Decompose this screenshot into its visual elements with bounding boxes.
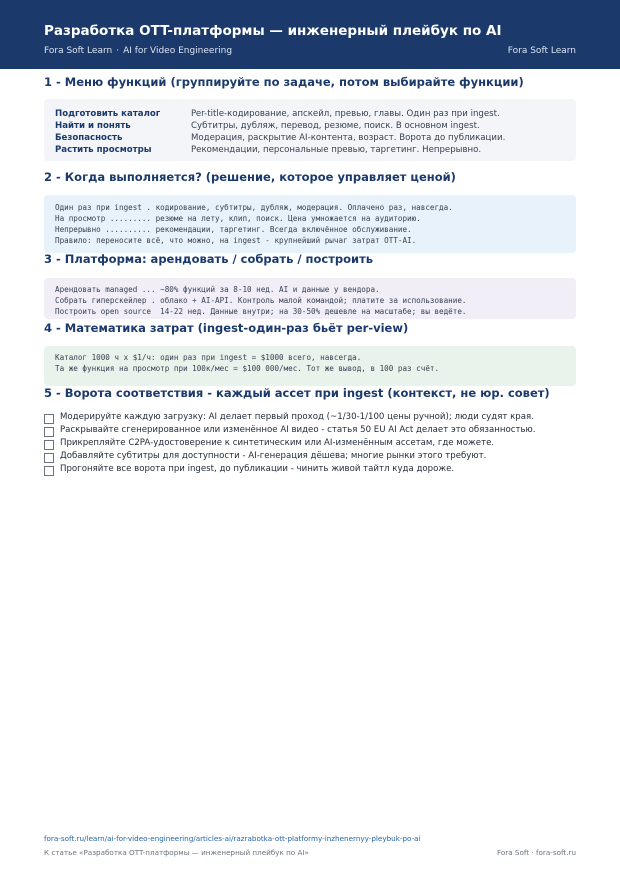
document-title: Разработка OTT-платформы — инженерный плейбук по AI bbox=[44, 23, 502, 39]
feature-key: Безопасность bbox=[55, 133, 123, 143]
section3-heading: 3 - Платформа: арендовать / собрать / построить bbox=[44, 252, 374, 266]
code-line: Один раз при ingest . кодирование, субтитры, дубляж, модерация. Оплачено раз, навсегда. bbox=[55, 203, 453, 212]
code-line: Построить open source 14-22 нед. Данные внутри; на 30-50% дешевле на масштабе; вы ведёте. bbox=[55, 307, 467, 316]
feature-value: Модерация, раскрытие AI-контента, возраст. Ворота до публикации. bbox=[191, 133, 506, 143]
feature-value: Per-title-кодирование, апскейл, превью, главы. Один раз при ingest. bbox=[191, 109, 500, 119]
header-subtitle bbox=[44, 46, 232, 56]
code-line: Арендовать managed ... ~80% функций за 8-10 нед. AI и данные у вендора. bbox=[55, 285, 380, 294]
cost-math-box bbox=[44, 346, 576, 386]
code-line: Собрать гиперскейлер . облако + AI-API. Контроль малой командой; платите за использование. bbox=[55, 296, 467, 305]
feature-value: Субтитры, дубляж, перевод, резюме, поиск. В основном ingest. bbox=[191, 121, 480, 131]
code-line: На просмотр ......... резюме на лету, клип, поиск. Цена умножается на аудиторию. bbox=[55, 214, 421, 223]
checkbox[interactable] bbox=[44, 453, 54, 463]
checklist-text: Прикрепляйте C2PA-удостоверение к синтетическим или AI-изменённым ассетам, где можете. bbox=[60, 438, 495, 448]
code-line: Та же функция на просмотр при 100к/мес = $100 000/мес. Тот же вывод, в 100 раз счёт. bbox=[55, 364, 440, 373]
feature-value: Рекомендации, персональные превью, таргетинг. Непрерывно. bbox=[191, 145, 482, 155]
checklist-text: Прогоняйте все ворота при ingest, до публикации - чинить живой тайтл куда дороже. bbox=[60, 464, 455, 474]
checkbox[interactable] bbox=[44, 466, 54, 476]
timing-box bbox=[44, 195, 576, 253]
code-line: Непрерывно .......... рекомендации, таргетинг. Всегда включённое обслуживание. bbox=[55, 225, 412, 234]
checklist-text: Добавляйте субтитры для доступности - AI-генерация дёшева; многие рынки этого требуют. bbox=[60, 451, 487, 461]
feature-menu-box bbox=[44, 99, 576, 161]
section1-heading: 1 - Меню функций (группируйте по задаче, потом выбирайте функции) bbox=[44, 75, 524, 89]
page-header bbox=[0, 0, 620, 69]
checklist-text: Раскрывайте сгенерированное или изменённое AI видео - статья 50 EU AI Act делает это обязанностью. bbox=[60, 425, 536, 435]
code-line: Правило: переносите всё, что можно, на ingest - крупнейший рычаг затрат OTT-AI. bbox=[55, 236, 417, 245]
section5-heading: 5 - Ворота соответствия - каждый ассет при ingest (контекст, не юр. совет) bbox=[44, 386, 550, 400]
article-link[interactable]: fora-soft.ru/learn/ai-for-video-engineering/articles-ai/razrabotka-ott-platformy-inzhenernyy-pleybuk-po-ai bbox=[44, 834, 421, 843]
section2-heading: 2 - Когда выполняется? (решение, которое управляет ценой) bbox=[44, 170, 456, 184]
code-line: Каталог 1000 ч x $1/ч: один раз при ingest = $1000 всего, навсегда. bbox=[55, 353, 362, 362]
course-label: AI for Video Engineering bbox=[123, 46, 233, 56]
section4-heading: 4 - Математика затрат (ingest-один-раз бьёт per-view) bbox=[44, 321, 409, 335]
checklist-text: Модерируйте каждую загрузку: AI делает первый проход (~1/30-1/100 цены ручной); люди судят края. bbox=[60, 412, 534, 422]
checkbox[interactable] bbox=[44, 427, 54, 437]
brand-label-right: Fora Soft Learn bbox=[507, 46, 576, 56]
platform-box bbox=[44, 278, 576, 319]
separator: · bbox=[116, 46, 120, 56]
feature-key: Растить просмотры bbox=[55, 145, 152, 155]
checkbox[interactable] bbox=[44, 440, 54, 450]
footer-credit: Fora Soft · fora-soft.ru bbox=[497, 848, 576, 857]
brand-label: Fora Soft Learn bbox=[44, 46, 113, 56]
feature-key: Подготовить каталог bbox=[55, 109, 161, 119]
checkbox[interactable] bbox=[44, 414, 54, 424]
feature-key: Найти и понять bbox=[55, 121, 131, 131]
footer-caption: К статье «Разработка OTT-платформы — инженерный плейбук по AI» bbox=[44, 848, 309, 857]
